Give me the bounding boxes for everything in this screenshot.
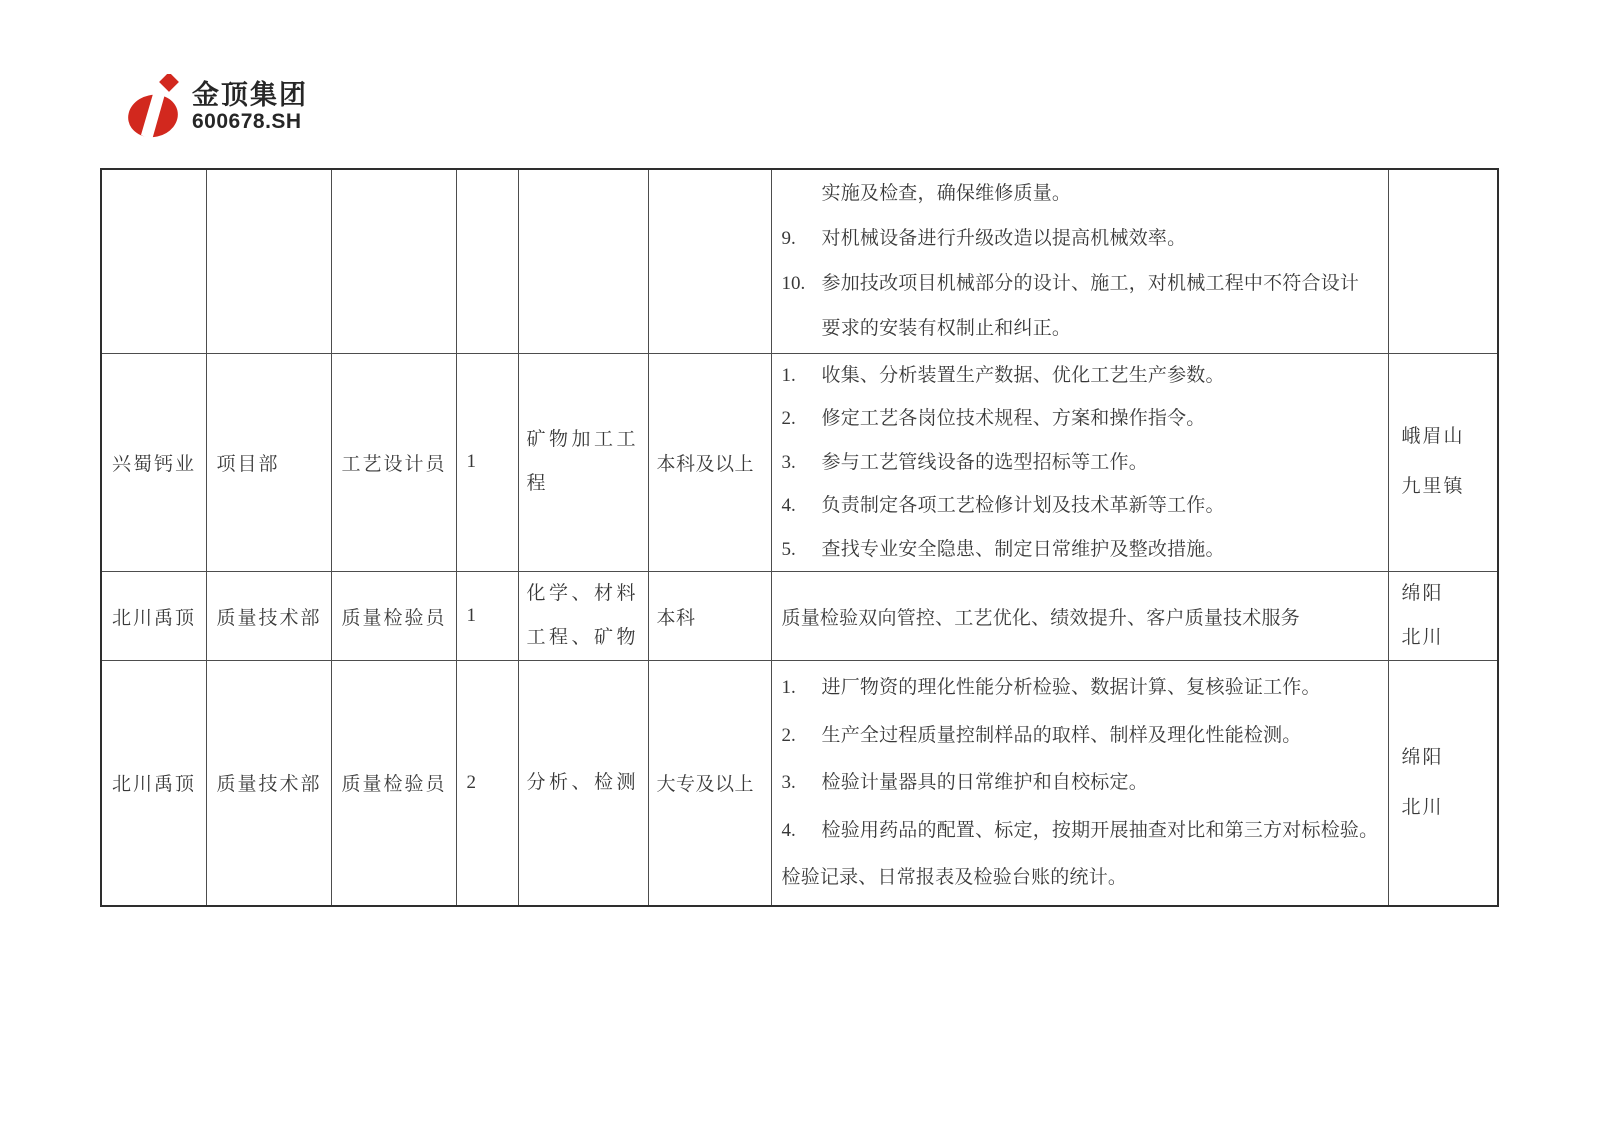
duty-line [772, 664, 1384, 712]
table-row [101, 353, 1498, 572]
duty-number: 5. [781, 538, 796, 560]
location-line: 北川 [1401, 627, 1444, 648]
major-cell [518, 169, 648, 353]
duty-line [772, 171, 1384, 216]
table-row [101, 661, 1498, 906]
duty-line [772, 759, 1384, 807]
duty-text: 负责制定各项工艺检修计划及技术革新等工作。 [821, 495, 1225, 516]
duty-line [772, 712, 1384, 760]
location-cell [1388, 353, 1498, 572]
major-line: 化学、材料 [526, 583, 640, 604]
major-line: 矿物加工工 [526, 429, 640, 451]
duty-text: 检验用药品的配置、标定，按期开展抽查对比和第三方对标检验。 [821, 819, 1379, 841]
major-cell [518, 661, 648, 906]
duty-line [772, 354, 1384, 398]
duty-number: 3. [781, 772, 796, 793]
duty-line [772, 216, 1384, 261]
department-cell [206, 169, 331, 353]
duty-line [772, 807, 1384, 855]
recruitment-table [100, 168, 1499, 907]
duties-cell [771, 353, 1388, 572]
duty-text: 检验计量器具的日常维护和自校标定。 [821, 772, 1148, 793]
education-cell [648, 169, 771, 353]
duty-number: 9. [781, 228, 796, 250]
duty-text: 参与工艺管线设备的选型招标等工作。 [821, 451, 1148, 473]
duty-text: 进厂物资的理化性能分析检验、数据计算、复核验证工作。 [821, 677, 1321, 698]
duty-number: 3. [781, 451, 796, 473]
jinding-logo-icon [128, 74, 184, 140]
location-line: 峨眉山 [1401, 426, 1465, 448]
position-cell: 质量检验员 [331, 661, 456, 906]
position-cell: 工艺设计员 [331, 353, 456, 572]
position-cell [331, 169, 456, 353]
duty-line [772, 484, 1384, 528]
major-cell [518, 572, 648, 661]
duty-line [772, 397, 1384, 441]
duty-text: 质量检验双向管控、工艺优化、绩效提升、客户质量技术服务 [781, 607, 1300, 629]
major-line: 工程、矿物 [526, 627, 640, 648]
education-cell: 大专及以上 [648, 661, 771, 906]
duty-number: 1. [781, 677, 796, 698]
duty-line [772, 528, 1384, 572]
duty-text: 生产全过程质量控制样品的取样、制样及理化性能检测。 [821, 724, 1302, 746]
count-cell: 1 [456, 353, 518, 572]
duty-text: 对机械设备进行升级改造以提高机械效率。 [821, 228, 1187, 250]
stock-ticker: 600678.SH [192, 110, 302, 133]
table-row [101, 572, 1498, 661]
duty-text: 查找专业安全隐患、制定日常维护及整改措施。 [821, 538, 1225, 560]
major-line: 分析、检测 [526, 771, 640, 793]
company-logo [128, 74, 308, 140]
logo-text-block [192, 74, 308, 134]
table-row [101, 169, 1498, 353]
duty-number: 4. [781, 495, 796, 516]
duty-number: 4. [781, 819, 796, 841]
education-cell: 本科及以上 [648, 353, 771, 572]
duty-line [772, 306, 1384, 351]
count-cell: 2 [456, 661, 518, 906]
company-cell [101, 169, 206, 353]
duties-cell [771, 169, 1388, 353]
duty-number: 2. [781, 408, 796, 429]
department-cell: 质量技术部 [206, 572, 331, 661]
duty-line [772, 261, 1384, 306]
duty-text: 实施及检查，确保维修质量。 [821, 183, 1072, 205]
duty-line [772, 854, 1384, 902]
duty-text: 修定工艺各岗位技术规程、方案和操作指令。 [821, 408, 1206, 429]
company-cell: 兴蜀钙业 [101, 353, 206, 572]
company-cell: 北川禹顶 [101, 661, 206, 906]
count-cell: 1 [456, 572, 518, 661]
duties-cell [771, 661, 1388, 906]
location-cell [1388, 572, 1498, 661]
department-cell: 质量技术部 [206, 661, 331, 906]
duty-text: 检验记录、日常报表及检验台账的统计。 [781, 867, 1128, 888]
duty-text: 要求的安装有权制止和纠正。 [821, 318, 1072, 340]
count-cell [456, 169, 518, 353]
duty-text: 参加技改项目机械部分的设计、施工，对机械工程中不符合设计 [821, 273, 1360, 295]
position-cell: 质量检验员 [331, 572, 456, 661]
department-cell: 项目部 [206, 353, 331, 572]
major-line: 程 [526, 473, 550, 495]
duty-number: 2. [781, 724, 796, 746]
location-cell [1388, 661, 1498, 906]
duty-number: 1. [781, 364, 796, 386]
company-cell: 北川禹顶 [101, 572, 206, 661]
duty-number: 10. [781, 273, 806, 295]
education-cell: 本科 [648, 572, 771, 661]
duty-text: 收集、分析装置生产数据、优化工艺生产参数。 [821, 364, 1225, 386]
duties-cell [771, 572, 1388, 661]
location-line: 绵阳 [1401, 746, 1444, 768]
location-line: 九里镇 [1401, 476, 1465, 498]
major-cell [518, 353, 648, 572]
location-line: 绵阳 [1401, 583, 1444, 604]
location-line: 北川 [1401, 796, 1444, 818]
location-cell [1388, 169, 1498, 353]
company-name: 金顶集团 [192, 80, 308, 110]
duty-line [772, 441, 1384, 485]
